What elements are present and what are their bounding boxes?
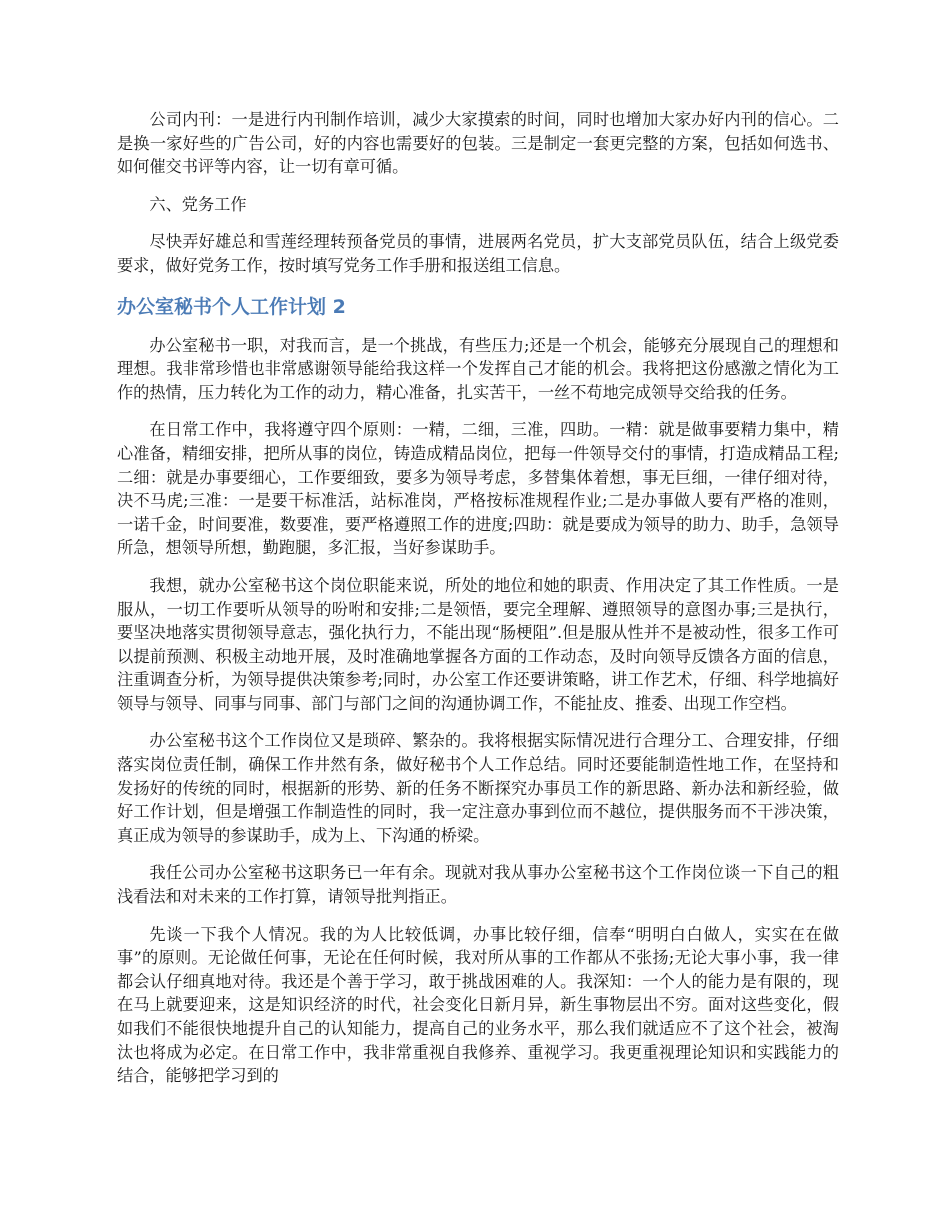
- paragraph-party-work: 尽快弄好雄总和雪莲经理转预备党员的事情，进展两名党员，扩大支部党员队伍，结合上级党委要求，做好党务工作，按时填写党务工作手册和报送组工信息。: [117, 232, 839, 275]
- paragraph-intro: 办公室秘书一职，对我而言，是一个挑战，有些压力;还是一个机会，能够充分展现自己的理想和理想。我非常珍惜也非常感谢领导能给我这样一个发挥自己才能的机会。我将把这份感激之情化为工作的热情，压力转化为工作的动力，精心准备，扎实苦干，一丝不苟地完成领导交给我的任务。: [117, 335, 839, 402]
- document-body: [117, 108, 839, 1102]
- paragraph-job-tasks: 办公室秘书这个工作岗位又是琐碎、繁杂的。我将根据实际情况进行合理分工、合理安排，仔细落实岗位责任制，确保工作井然有条，做好秘书个人工作总结。同时还要能制造性地工作，在坚持和发扬好的传统的同时，根据新的形势、新的任务不断探究办事员工作的新思路、新办法和新经验，做好工作计划，但是增强工作制造性的同时，我一定注意办事到位而不越位，提供服务而不干涉决策，真正成为领导的参谋助手，成为上、下沟通的桥梁。: [117, 731, 839, 845]
- paragraph-tenure: 我任公司办公室秘书这职务已一年有余。现就对我从事办公室秘书这个工作岗位谈一下自己的粗浅看法和对未来的工作打算，请领导批判指正。: [117, 863, 839, 907]
- paragraph-personal: 先谈一下我个人情况。我的为人比较低调，办事比较仔细，信奉“明明白白做人，实实在在做事”的原则。无论做任何事，无论在任何时候，我对所从事的工作都从不张扬;无论大事小事，我一律都会认仔细真地对待。我还是个善于学习，敢于挑战困难的人。我深知：一个人的能力是有限的，现在马上就要迎来，这是知识经济的时代，社会变化日新月异，新生事物层出不穷。面对这些变化，假如我们不能很快地提升自己的认知能力，提高自己的业务水平，那么我们就适应不了这个社会，被淘汰也将成为必定。在日常工作中，我非常重视自我修养、重视学习。我更重视理论知识和实践能力的结合，能够把学习到的: [117, 924, 839, 1086]
- section-heading: 办公室秘书个人工作计划 2: [117, 295, 346, 318]
- section-title-party-work: 六、党务工作: [149, 194, 247, 214]
- paragraph-job-nature: 我想，就办公室秘书这个岗位职能来说，所处的地位和她的职责、作用决定了其工作性质。一是服从，一切工作要听从领导的吩咐和安排;二是领悟，要完全理解、遵照领导的意图办事;三是执行，要坚决地落实贯彻领导意志，强化执行力，不能出现“肠梗阻”.但是服从性并不是被动性，很多工作可以提前预测、积极主动地开展，及时准确地掌握各方面的工作动态，及时向领导反馈各方面的信息，注重调查分析，为领导提供决策参考;同时，办公室工作还要讲策略，讲工作艺术，仔细、科学地搞好领导与领导、同事与同事、部门与部门之间的沟通协调工作，不能扯皮、推委、出现工作空档。: [117, 575, 839, 713]
- paragraph-four-principles: 在日常工作中，我将遵守四个原则：一精，二细，三准，四助。一精：就是做事要精力集中，精心准备，精细安排，把所从事的岗位，铸造成精品岗位，把每一件领导交付的事情，打造成精品工程;二细：就是办事要细心，工作要细致，要多为领导考虑，多替集体着想，事无巨细，一律仔细对待，决不马虎;三准：一是要干标准活，站标准岗，严格按标准规程作业;二是办事做人要有严格的准则，一诺千金，时间要准，数要准，要严格遵照工作的进度;四助：就是要成为领导的助力、助手，急领导所急，想领导所想，勤跑腿，多汇报，当好参谋助手。: [117, 420, 839, 558]
- paragraph-internal-journal: 公司内刊：一是进行内刊制作培训，减少大家摸索的时间，同时也增加大家办好内刊的信心。二是换一家好些的广告公司，好的内容也需要好的包装。三是制定一套更完整的方案，包括如何选书、如何催交书评等内容，让一切有章可循。: [117, 110, 839, 177]
